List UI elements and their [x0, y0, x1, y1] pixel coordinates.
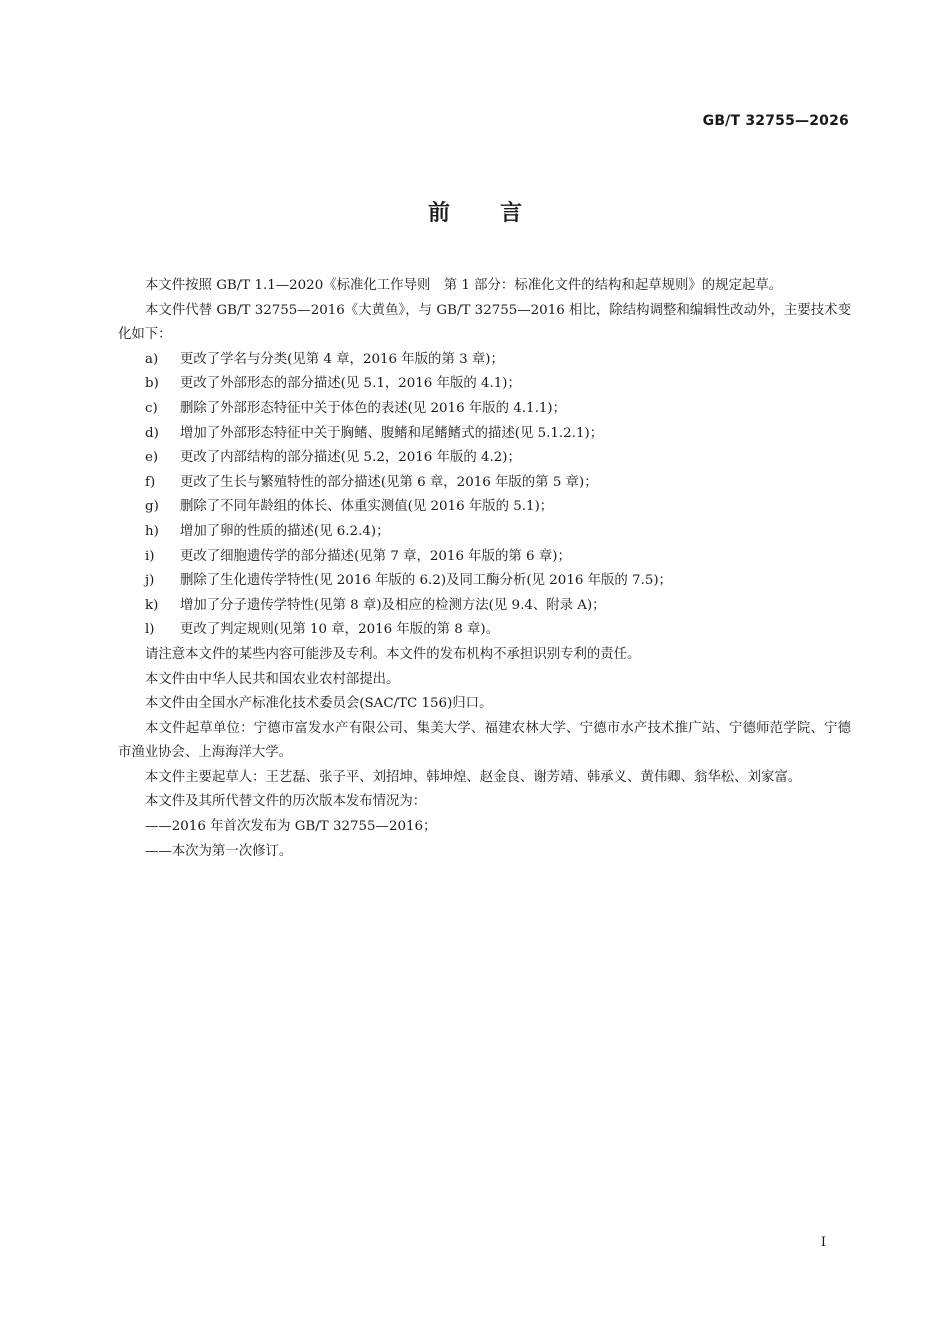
- list-item: e) 更改了内部结构的部分描述(见 5.2，2016 年版的 4.2)；: [145, 450, 521, 466]
- list-item: a) 更改了学名与分类(见第 4 章，2016 年版的第 3 章)；: [145, 351, 504, 367]
- history-item: ——2016 年首次发布为 GB/T 32755—2016；: [145, 819, 437, 835]
- paragraph-proposer: 本文件由中华人民共和国农业农村部提出。: [145, 671, 400, 687]
- paragraph-drafting-units: 本文件起草单位：宁德市富发水产有限公司、集美大学、福建农林大学、宁德市水产技术推广站、宁德师范学院、宁德市渔业协会、上海海洋大学。: [118, 720, 851, 761]
- paragraph-committee: 本文件由全国水产标准化技术委员会(SAC/TC 156)归口。: [145, 696, 493, 712]
- paragraph-replacement: 本文件代替 GB/T 32755—2016《大黄鱼》，与 GB/T 32755—2016 相比，除结构调整和编辑性改动外，主要技术变化如下：: [118, 302, 851, 343]
- standard-number: GB/T 32755—2026: [702, 113, 849, 129]
- paragraph-drafting-rules: 本文件按照 GB/T 1.1—2020《标准化工作导则 第 1 部分：标准化文件的结构和起草规则》的规定起草。: [145, 278, 783, 293]
- list-item: d) 增加了外部形态特征中关于胸鳍、腹鳍和尾鳍鳍式的描述(见 5.1.2.1)；: [145, 425, 604, 441]
- history-item: ——本次为第一次修订。: [145, 843, 293, 859]
- title-char-1: 前: [427, 201, 450, 226]
- list-item: l) 更改了判定规则(见第 10 章，2016 年版的第 8 章)。: [145, 622, 500, 638]
- page-title: [0, 196, 950, 227]
- list-item: j) 删除了生化遗传学特性(见 2016 年版的 6.2)及同工酶分析(见 2016 年版的 7.5)；: [145, 573, 672, 589]
- paragraph-history-intro: 本文件及其所代替文件的历次版本发布情况为：: [145, 794, 427, 810]
- title-char-2: 言: [500, 201, 523, 226]
- page-number: I: [820, 1235, 826, 1250]
- list-item: c) 删除了外部形态特征中关于体色的表述(见 2016 年版的 4.1.1)；: [145, 400, 566, 416]
- list-item: i) 更改了细胞遗传学的部分描述(见第 7 章，2016 年版的第 6 章)；: [145, 548, 571, 564]
- paragraph-drafters: 本文件主要起草人：王艺磊、张子平、刘招坤、韩坤煌、赵金良、谢芳靖、韩承义、黄伟卿、翁华松、刘家富。: [145, 769, 802, 785]
- list-item: f) 更改了生长与繁殖特性的部分描述(见第 6 章，2016 年版的第 5 章)；: [145, 474, 598, 490]
- list-item: b) 更改了外部形态的部分描述(见 5.1，2016 年版的 4.1)；: [145, 376, 521, 392]
- paragraph-patent-notice: 请注意本文件的某些内容可能涉及专利。本文件的发布机构不承担识别专利的责任。: [145, 646, 641, 662]
- list-item: g) 删除了不同年龄组的体长、体重实测值(见 2016 年版的 5.1)；: [145, 499, 554, 515]
- changes-list: [118, 348, 851, 643]
- list-item: k) 增加了分子遗传学特性(见第 8 章)及相应的检测方法(见 9.4、附录 A)；: [145, 597, 606, 613]
- list-item: h) 增加了卵的性质的描述(见 6.2.4)；: [145, 523, 390, 539]
- document-body: [118, 274, 851, 864]
